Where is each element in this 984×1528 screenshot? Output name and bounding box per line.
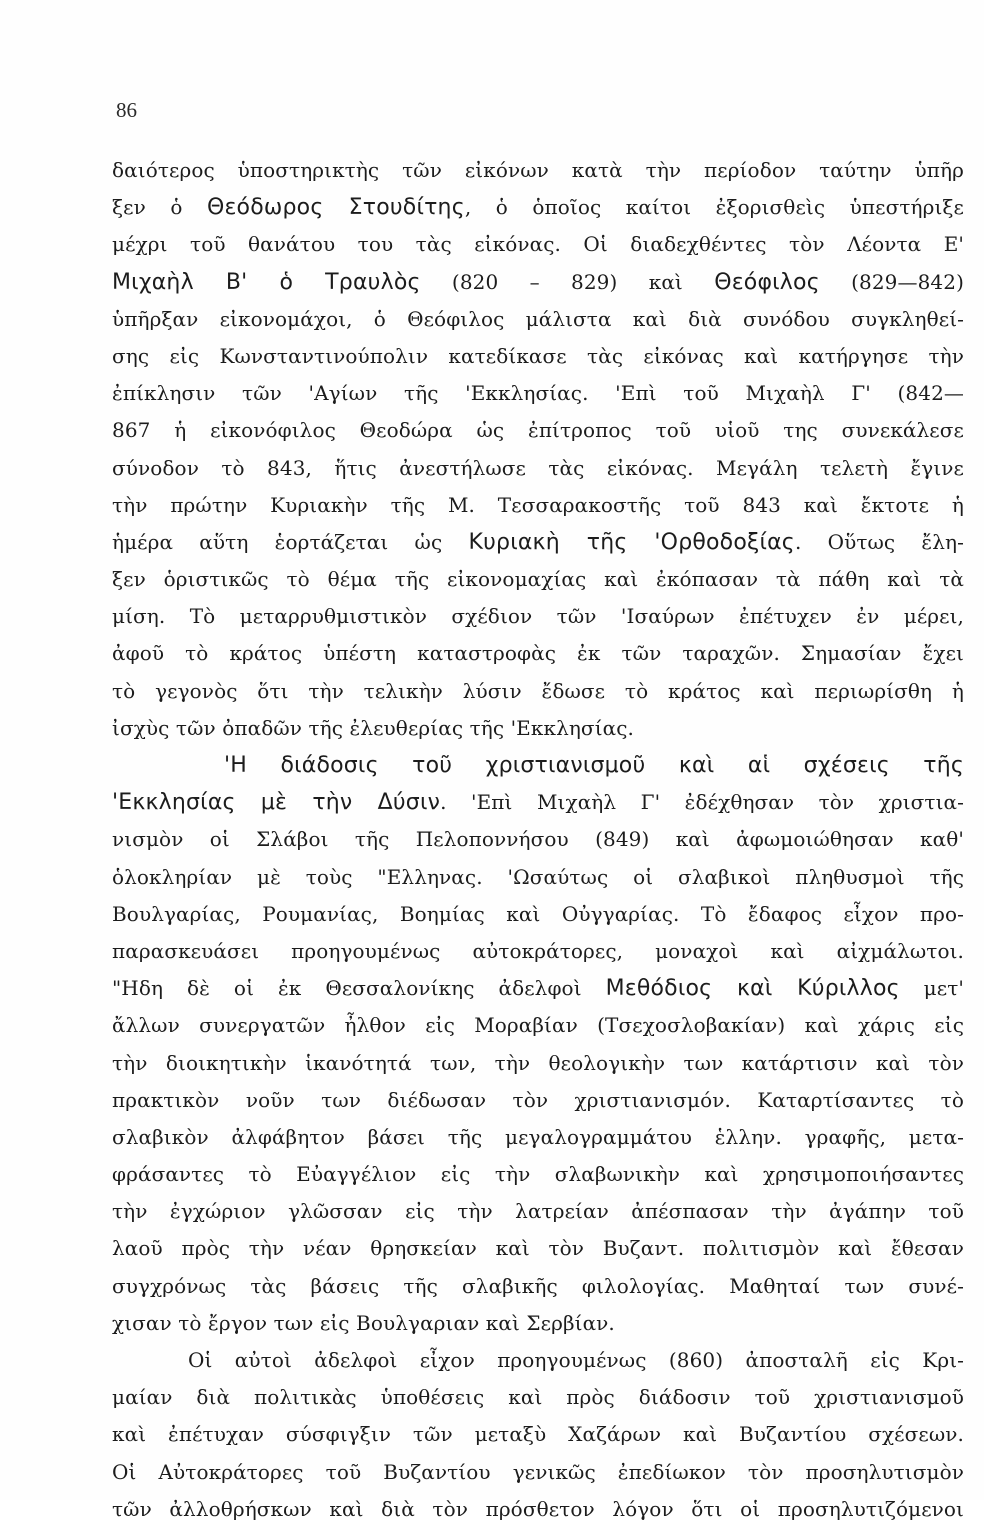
text-segment: ἡμέρα αὕτη ἑορτάζεται ὡς	[112, 529, 469, 554]
text-line	[112, 673, 964, 710]
text-line	[112, 1416, 964, 1453]
text-line	[112, 635, 964, 672]
text-line	[112, 1230, 964, 1267]
text-segment: λαοῦ πρὸς τὴν νέαν θρησκείαν καὶ τὸν Βυζαντ. πολιτισμὸν καὶ ἔθεσαν	[112, 1236, 964, 1261]
emphasized-term: Θεόδωρος Στουδίτης	[206, 195, 465, 221]
text-line	[112, 1379, 964, 1416]
text-segment: συγχρόνως τὰς βάσεις τῆς σλαβικῆς φιλολογίας. Μαθηταί των συνέ-	[112, 1273, 964, 1298]
text-line	[112, 821, 964, 858]
text-segment: σης εἰς Κωνσταντινούπολιν κατεδίκασε τὰς εἰκόνας καὶ κατήργησε τὴν	[112, 343, 964, 368]
text-line	[112, 412, 964, 449]
text-segment: νισμὸν οἱ Σλάβοι τῆς Πελοποννήσου (849) καὶ ἀφωμοιώθησαν καθ'	[112, 827, 964, 852]
text-line	[112, 970, 964, 1007]
emphasized-term: Μιχαὴλ Β' ὁ Τραυλὸς	[112, 269, 421, 295]
text-line	[112, 264, 964, 301]
text-line	[112, 896, 964, 933]
text-segment: παρασκευάσει προηγουμένως αὐτοκράτορες, μοναχοὶ καὶ αἰχμάλωτοι.	[112, 938, 964, 963]
text-segment: ὁλοκληρίαν μὲ τοὺς "Ελληνας. 'Ωσαύτως οἱ σλαβικοὶ πληθυσμοὶ τῆς	[112, 864, 964, 889]
page-number: 86	[116, 98, 137, 122]
text-segment: χισαν τὸ ἔργον των εἰς Βουλγαριαν καὶ Σερβίαν.	[112, 1310, 615, 1335]
text-segment: τὴν ἐγχώριον γλῶσσαν εἰς τὴν λατρείαν ἀπέσπασαν τὴν ἀγάπην τοῦ	[112, 1199, 964, 1224]
text-segment: μετ'	[899, 976, 965, 1001]
text-segment: πρακτικὸν νοῦν των διέδωσαν τὸν χριστιανισμόν. Καταρτίσαντες τὸ	[112, 1087, 964, 1112]
text-line	[112, 710, 964, 747]
emphasized-term: Θεόφιλος	[714, 269, 820, 295]
text-segment: μαίαν διὰ πολιτικὰς ὑποθέσεις καὶ πρὸς διάδοσιν τοῦ χριστιανισμοῦ	[112, 1385, 964, 1410]
text-segment: . Οὕτως ἔλη-	[794, 529, 964, 554]
text-segment: ἰσχὺς τῶν ὀπαδῶν τῆς ἐλευθερίας τῆς 'Εκκλησίας.	[112, 715, 634, 740]
text-segment: μίση. Τὸ μεταρρυθμιστικὸν σχέδιον τῶν 'Ισαύρων ἐπέτυχεν ἐν μέρει,	[112, 604, 964, 629]
text-segment: τῶν ἀλλοθρήσκων καὶ διὰ τὸν πρόσθετον λόγον ὅτι οἱ προσηλυτιζόμενοι	[112, 1496, 964, 1521]
text-line	[112, 1082, 964, 1119]
text-segment: σύνοδον τὸ 843, ἥτις ἀνεστήλωσε τὰς εἰκόνας. Μεγάλη τελετὴ ἔγινε	[112, 455, 964, 480]
text-segment: Οἱ Αὐτοκράτορες τοῦ Βυζαντίου γενικῶς ἐπεδίωκον τὸν προσηλυτισμὸν	[112, 1459, 964, 1484]
emphasized-term: Μεθόδιος καὶ Κύριλλος	[605, 976, 900, 1002]
text-segment: . 'Επὶ Μιχαὴλ Γ' ἐδέχθησαν τὸν χριστια-	[440, 790, 964, 815]
text-segment: Οἱ αὐτοὶ ἀδελφοὶ εἶχον προηγουμένως (860) ἀποσταλῆ εἰς Κρι-	[188, 1348, 964, 1372]
text-line	[112, 1491, 964, 1528]
text-line	[112, 933, 964, 970]
text-segment: καὶ ἐπέτυχαν σύσφιγξιν τῶν μεταξὺ Χαζάρων καὶ Βυζαντίου σχέσεων.	[112, 1422, 964, 1447]
text-segment: "Ηδη δὲ οἱ ἐκ Θεσσαλονίκης ἀδελφοὶ	[112, 976, 606, 1001]
text-line	[112, 189, 964, 226]
text-line	[112, 450, 964, 487]
text-line	[112, 598, 964, 635]
text-line	[112, 1156, 964, 1193]
text-line	[112, 1045, 964, 1082]
text-segment: Βουλγαρίας, Ρουμανίας, Βοημίας καὶ Οὐγγαρίας. Τὸ ἔδαφος εἶχον προ-	[112, 901, 964, 926]
emphasized-term: 'Εκκλησίας μὲ τὴν Δύσιν	[112, 790, 441, 816]
text-line	[112, 226, 964, 263]
text-line	[112, 859, 964, 896]
text-segment: ξεν ὁ	[112, 195, 207, 220]
text-segment: ὑπῆρξαν εἰκονομάχοι, ὁ Θεόφιλος μάλιστα καὶ διὰ συνόδου συγκληθεί-	[112, 306, 964, 331]
text-segment: (820 – 829) καὶ	[420, 269, 715, 294]
text-segment: , ὁ ὁποῖος καίτοι ἐξορισθεὶς ὑπεστήριξε	[464, 195, 964, 220]
text-segment: ξεν ὁριστικῶς τὸ θέμα τῆς εἰκονομαχίας καὶ ἐκόπασαν τὰ πάθη καὶ τὰ	[112, 567, 964, 592]
text-line	[112, 375, 964, 412]
text-line	[112, 1268, 964, 1305]
text-segment: ἐπίκλησιν τῶν 'Αγίων τῆς 'Εκκλησίας. 'Επὶ τοῦ Μιχαὴλ Γ' (842—	[112, 381, 964, 406]
text-segment: τὴν διοικητικὴν ἱκανότητά των, τὴν θεολογικὴν των κατάρτισιν καὶ τὸν	[112, 1050, 964, 1075]
emphasized-term: Κυριακὴ τῆς 'Ορθοδοξίας	[468, 529, 795, 555]
text-line	[112, 487, 964, 524]
text-segment: σλαβικὸν ἀλφάβητον βάσει τῆς μεγαλογραμμάτου ἑλλην. γραφῆς, μετα-	[112, 1124, 964, 1149]
text-line	[112, 1193, 964, 1230]
text-segment: δαιότερος ὑποστηρικτὴς τῶν εἰκόνων κατὰ τὴν περίοδον ταύτην ὑπῆρ	[112, 158, 964, 182]
text-segment: μέχρι τοῦ θανάτου του τὰς εἰκόνας. Οἱ διαδεχθέντες τὸν Λέοντα Ε'	[112, 232, 964, 257]
text-line	[112, 524, 964, 561]
text-line	[112, 1342, 964, 1379]
text-segment: τὴν πρώτην Κυριακὴν τῆς Μ. Τεσσαρακοστῆς τοῦ 843 καὶ ἔκτοτε ἡ	[112, 492, 964, 517]
text-line	[112, 784, 964, 821]
text-line	[112, 1305, 964, 1342]
text-segment: φράσαντες τὸ Εὐαγγέλιον εἰς τὴν σλαβωνικὴν καὶ χρησιμοποιήσαντες	[112, 1162, 964, 1187]
text-segment: τὸ γεγονὸς ὅτι τὴν τελικὴν λύσιν ἔδωσε τὸ κράτος καὶ περιωρίσθη ἡ	[112, 678, 964, 703]
emphasized-term: 'Η διάδοσις τοῦ χριστιανισμοῦ καὶ αἱ σχέσεις τῆς	[224, 753, 964, 778]
text-segment: (829—842)	[819, 269, 964, 294]
text-line	[112, 1119, 964, 1156]
text-segment: ἀφοῦ τὸ κράτος ὑπέστη καταστροφὰς ἐκ τῶν ταραχῶν. Σημασίαν ἔχει	[112, 641, 964, 666]
text-line	[112, 747, 964, 784]
text-segment: 867 ἡ εἰκονόφιλος Θεοδώρα ὡς ἐπίτροπος τοῦ υἱοῦ της συνεκάλεσε	[112, 418, 964, 443]
text-line	[112, 338, 964, 375]
body-text	[112, 152, 964, 1528]
text-line	[112, 301, 964, 338]
text-line	[112, 1454, 964, 1491]
text-line	[112, 152, 964, 189]
text-line	[112, 1007, 964, 1044]
text-line	[112, 561, 964, 598]
text-segment: ἄλλων συνεργατῶν ἦλθον εἰς Μοραβίαν (Τσεχοσλοβακίαν) καὶ χάρις εἰς	[112, 1013, 964, 1038]
